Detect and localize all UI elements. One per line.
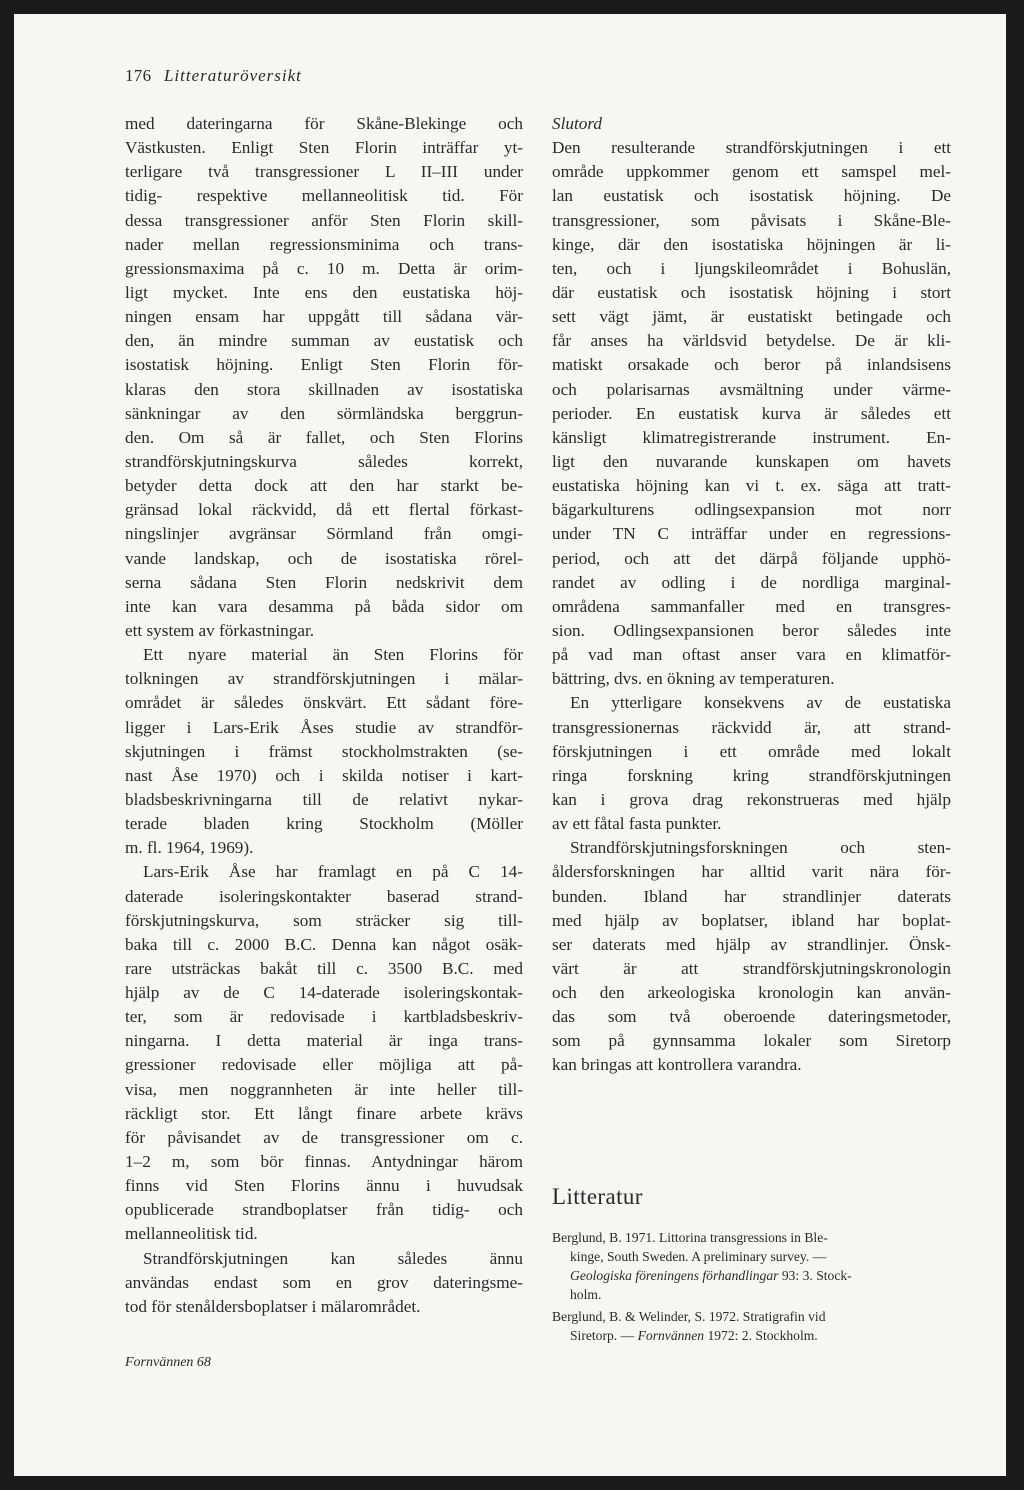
- text-line: för påvisandet av de transgressioner om c.: [125, 1127, 523, 1147]
- text-line: rare utsträckas bakåt till c. 3500 B.C. med: [125, 958, 523, 978]
- references-heading: Litteratur: [552, 1184, 643, 1209]
- text-line: transgressionernas räckvidd är, att strand-: [552, 717, 951, 737]
- text-line: kan bringas att kontrollera varandra.: [552, 1055, 802, 1075]
- reference-line: [552, 1266, 951, 1285]
- text-line: förskjutningen i ett område med lokalt: [552, 741, 951, 761]
- text-line: bunden. Ibland har strandlinjer daterats: [552, 886, 951, 906]
- text-line: matiskt orsakade och beror på inlandsisens: [552, 355, 951, 375]
- text-line: Strandförskjutningsforskningen och sten-: [570, 838, 951, 858]
- text-line: das som två oberoende dateringsmetoder,: [552, 1007, 951, 1027]
- reference-entry: [552, 1307, 951, 1345]
- reference-line: Berglund, B. & Welinder, S. 1972. Stratigrafin vid: [552, 1309, 826, 1324]
- text-line: sion. Odlingsexpansionen beror således inte: [552, 620, 951, 640]
- text-line: får anses ha världsvid betydelse. De är kli-: [552, 331, 951, 351]
- text-line: av ett fåtal fasta punkter.: [552, 814, 722, 834]
- reference-citation-detail: 93: 3. Stock-: [778, 1268, 852, 1283]
- running-header: [125, 66, 302, 86]
- text-line: ningarna. I detta material är inga trans-: [125, 1031, 523, 1051]
- text-line: Strandförskjutningen kan således ännu: [143, 1248, 523, 1268]
- text-line: på vad man oftast anser vara en klimatför-: [552, 645, 951, 665]
- text-line: terligare två transgressioner L II–III under: [125, 162, 523, 182]
- text-line: mellanneolitisk tid.: [125, 1224, 258, 1244]
- text-line: transgressioner, som påvisats i Skåne-Ble-: [552, 210, 951, 230]
- text-line: gressionsmaxima på c. 10 m. Detta är orim-: [125, 258, 523, 278]
- text-line: nader mellan regressionsminima och trans-: [125, 234, 523, 254]
- text-line: räckligt stor. Ett långt finare arbete krävs: [125, 1103, 523, 1123]
- text-line: och polarisarnas avsmältning under värme-: [552, 379, 951, 399]
- text-line: terade bladen kring Stockholm (Möller: [125, 814, 523, 834]
- text-line: opublicerade strandboplatser från tidig- och: [125, 1200, 523, 1220]
- text-line: ligger i Lars-Erik Åses studie av strandför-: [125, 717, 523, 737]
- text-line: dessa transgressioner anför Sten Florin skill-: [125, 210, 523, 230]
- reference-entry: [552, 1228, 951, 1304]
- text-line: där eustatisk och isostatisk höjning i stort: [552, 282, 951, 302]
- references-section: [552, 1184, 951, 1348]
- page-number: 176: [125, 66, 152, 85]
- text-line: åldersforskningen har alltid varit nära för-: [552, 862, 951, 882]
- journal-page: [14, 14, 1006, 1476]
- reference-journal-title: Fornvännen: [637, 1328, 705, 1343]
- text-line: tidig- respektive mellanneolitisk tid. För: [125, 186, 523, 206]
- text-line: randet av odling i de nordliga marginal-: [552, 572, 951, 592]
- text-line: isostatisk höjning. Enligt Sten Florin för-: [125, 355, 523, 375]
- text-line: områdena sammanfaller med en transgres-: [552, 596, 951, 616]
- text-line: serna sådana Sten Florin nedskrivit dem: [125, 572, 523, 592]
- text-line: bägarkulturens odlingsexpansion mot norr: [552, 500, 951, 520]
- text-line: finns vid Sten Florins ännu i huvudsak: [125, 1176, 523, 1196]
- text-line: värt är att strandförskjutningskronologin: [552, 958, 951, 978]
- reference-line: Berglund, B. 1971. Littorina transgressions in Ble-: [552, 1230, 828, 1245]
- text-line: Lars-Erik Åse har framlagt en på C 14-: [143, 862, 523, 882]
- text-line: daterade isoleringskontakter baserad strand-: [125, 886, 523, 906]
- section-subheading: Slutord: [552, 114, 602, 133]
- journal-footer: Fornvännen 68: [125, 1355, 211, 1370]
- text-line: ser daterats med hjälp av strandlinjer. Önsk-: [552, 934, 951, 954]
- text-line: ringa forskning kring strandförskjutningen: [552, 765, 951, 785]
- text-line: med dateringarna för Skåne-Blekinge och: [125, 114, 523, 133]
- text-line: vande landskap, och de isostatiska rörel-: [125, 548, 523, 568]
- text-line: ett system av förkastningar.: [125, 620, 315, 640]
- text-line: skjutningen i främst stockholmstrakten (se-: [125, 741, 523, 761]
- text-line: sänkningar av den sörmländska berggrun-: [125, 403, 523, 423]
- text-line: förskjutningskurva, som sträcker sig till-: [125, 910, 523, 930]
- text-line: nast Åse 1970) och i skilda notiser i kart-: [125, 765, 523, 785]
- text-line: användas endast som en grov dateringsme-: [125, 1272, 523, 1292]
- text-line: hjälp av de C 14-daterade isoleringskontak-: [125, 983, 523, 1003]
- text-line: tod för stenåldersboplatser i mälarområdet.: [125, 1296, 421, 1316]
- right-column: [552, 112, 951, 1078]
- text-line: den, än mindre summan av eustatisk och: [125, 331, 523, 351]
- text-line: känsligt klimatregistrerande instrument. En-: [552, 427, 951, 447]
- running-title: Litteraturöversikt: [163, 66, 302, 85]
- text-line: och den arkeologiska kronologin kan använ-: [552, 983, 951, 1003]
- text-line: sett vägt jämt, är eustatiskt betingade och: [552, 307, 951, 327]
- text-line: baka till c. 2000 B.C. Denna kan något osäk-: [125, 934, 523, 954]
- text-line: ten, och i ljungskileområdet i Bohuslän,: [552, 258, 951, 278]
- reference-place: Siretorp. —: [570, 1328, 638, 1343]
- text-line: ligt mycket. Inte ens den eustatiska höj-: [125, 282, 523, 302]
- text-line: period, och att det därpå följande upphö-: [552, 548, 951, 568]
- text-line: ningen ensam har uppgått till sådana vär-: [125, 307, 523, 327]
- text-line: En ytterligare konsekvens av de eustatiska: [570, 693, 951, 713]
- text-line: Den resulterande strandförskjutningen i ett: [552, 138, 951, 158]
- text-line: med hjälp av boplatser, ibland har boplat-: [552, 910, 951, 930]
- text-line: m. fl. 1964, 1969).: [125, 838, 254, 858]
- text-line: område uppkommer genom ett samspel mel-: [552, 162, 951, 182]
- text-line: den. Om så är fallet, och Sten Florins: [125, 427, 523, 447]
- reference-line: kinge, South Sweden. A preliminary survey. —: [570, 1249, 827, 1264]
- text-line: Västkusten. Enligt Sten Florin inträffar yt-: [125, 138, 523, 158]
- text-line: perioder. En eustatisk kurva är således ett: [552, 403, 951, 423]
- text-line: kan i grova drag rekonstrueras med hjälp: [552, 789, 951, 809]
- text-line: strandförskjutningskurva således korrekt,: [125, 451, 523, 471]
- text-line: tolkningen av strandförskjutningen i mälar-: [125, 669, 523, 689]
- reference-journal-title: Geologiska föreningens förhandlingar: [570, 1268, 779, 1283]
- text-line: eustatiska höjning kan vi t. ex. säga att tratt-: [552, 476, 951, 496]
- text-line: inte kan vara desamma på båda sidor om: [125, 596, 523, 616]
- text-line: under TN C inträffar under en regressions-: [552, 524, 951, 544]
- text-line: gressioner redovisade eller möjliga att på-: [125, 1055, 523, 1075]
- text-line: som på gynnsamma lokaler som Siretorp: [552, 1031, 951, 1051]
- text-line: 1–2 m, som bör finnas. Antydningar härom: [125, 1152, 523, 1172]
- text-line: Ett nyare material än Sten Florins för: [143, 645, 523, 665]
- text-line: ter, som är redovisade i kartbladsbeskriv-: [125, 1007, 523, 1027]
- right-column-text: [552, 136, 951, 1077]
- reference-line: [552, 1326, 951, 1345]
- text-line: betyder detta dock att den har starkt be-: [125, 476, 523, 496]
- text-line: bättring, dvs. en ökning av temperaturen.: [552, 669, 835, 689]
- text-line: lan eustatisk och isostatisk höjning. De: [552, 186, 951, 206]
- text-line: ningslinjer avgränsar Sörmland från omgi-: [125, 524, 523, 544]
- reference-line: holm.: [570, 1287, 602, 1302]
- text-line: bladsbeskrivningarna till de relativt nykar-: [125, 789, 523, 809]
- text-line: ligt den nuvarande kunskapen om havets: [552, 451, 951, 471]
- text-line: kinge, där den isostatiska höjningen är li-: [552, 234, 951, 254]
- text-line: visa, men noggrannheten är inte heller till-: [125, 1079, 523, 1099]
- text-line: gränsad lokal räckvidd, då ett flertal förkast-: [125, 500, 523, 520]
- text-line: klaras den stora skillnaden av isostatiska: [125, 379, 523, 399]
- left-column-text: [125, 112, 523, 1319]
- reference-citation-detail: 1972: 2. Stockholm.: [704, 1328, 818, 1343]
- text-line: området är således önskvärt. Ett sådant före-: [125, 693, 523, 713]
